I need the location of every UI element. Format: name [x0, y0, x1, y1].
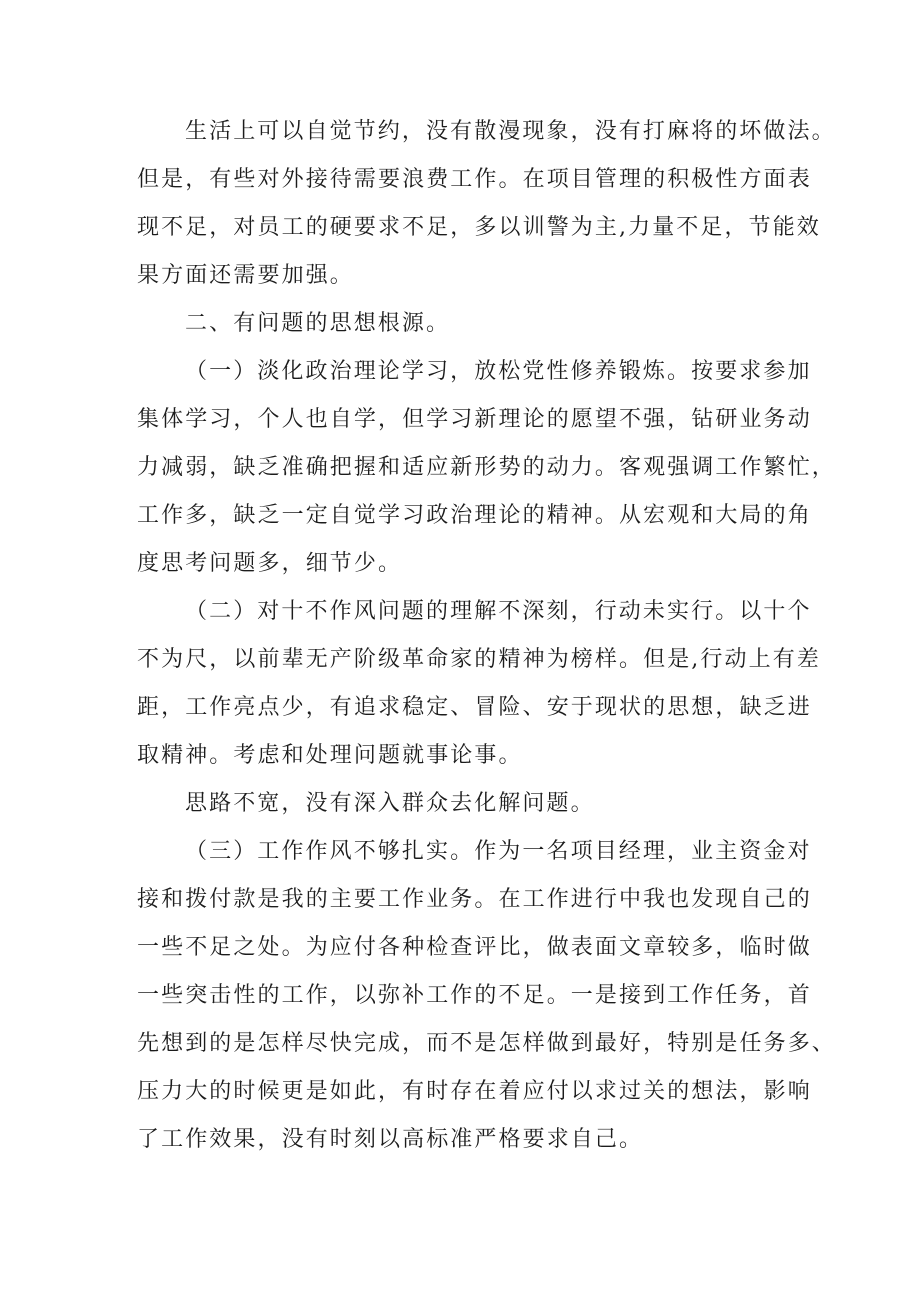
text-line: 工作多，缺乏一定自觉学习政治理论的精神。从宏观和大局的角	[137, 503, 812, 528]
document-body	[137, 108, 836, 1164]
text-line: 了工作效果，没有时刻以高标准严格要求自己。	[137, 1127, 644, 1152]
text-line: 生活上可以自觉节约，没有散漫现象，没有打麻将的坏做法。	[185, 119, 836, 144]
text-line: （一）淡化政治理论学习，放松党性修养锻炼。按要求参加	[185, 359, 812, 384]
text-line: 一些不足之处。为应付各种检查评比，做表面文章较多，临时做	[137, 935, 812, 960]
section-heading-ideological-roots	[137, 300, 817, 348]
text-line: 不为尺，以前辈无产阶级革命家的精神为榜样。但是,行动上有差	[137, 647, 821, 672]
paragraph-point-two	[137, 588, 821, 780]
text-line: 集体学习，个人也自学，但学习新理论的愿望不强，钻研业务动	[137, 407, 812, 432]
paragraph-narrow-thinking	[137, 780, 817, 828]
text-line: 度思考问题多，细节少。	[137, 551, 403, 576]
text-line: 思路不宽，没有深入群众去化解问题。	[185, 791, 595, 816]
text-line: （二）对十不作风问题的理解不深刻，行动未实行。以十个	[185, 599, 812, 624]
paragraph-point-one	[137, 348, 836, 588]
text-line: 现不足，对员工的硬要求不足，多以训警为主,力量不足，节能效	[137, 215, 821, 240]
text-line: 果方面还需要加强。	[137, 263, 354, 288]
text-line: 二、有问题的思想根源。	[185, 311, 451, 336]
text-line: 一些突击性的工作，以弥补工作的不足。一是接到工作任务，首	[137, 983, 812, 1008]
text-line: 先想到的是怎样尽快完成，而不是怎样做到最好，特别是任务多、	[137, 1031, 836, 1056]
text-line: 距，工作亮点少，有追求稳定、冒险、安于现状的思想，缺乏进	[137, 695, 812, 720]
text-line: 取精神。考虑和处理问题就事论事。	[137, 743, 523, 768]
paragraph-point-three	[137, 828, 836, 1164]
text-line: 但是，有些对外接待需要浪费工作。在项目管理的积极性方面表	[137, 167, 812, 192]
text-line: 压力大的时候更是如此，有时存在着应付以求过关的想法，影响	[137, 1079, 812, 1104]
text-line: （三）工作作风不够扎实。作为一名项目经理，业主资金对	[185, 839, 812, 864]
text-line: 力减弱，缺乏准确把握和适应新形势的动力。客观强调工作繁忙，	[137, 455, 836, 480]
paragraph-frugality	[137, 108, 836, 300]
text-line: 接和拨付款是我的主要工作业务。在工作进行中我也发现自己的	[137, 887, 812, 912]
